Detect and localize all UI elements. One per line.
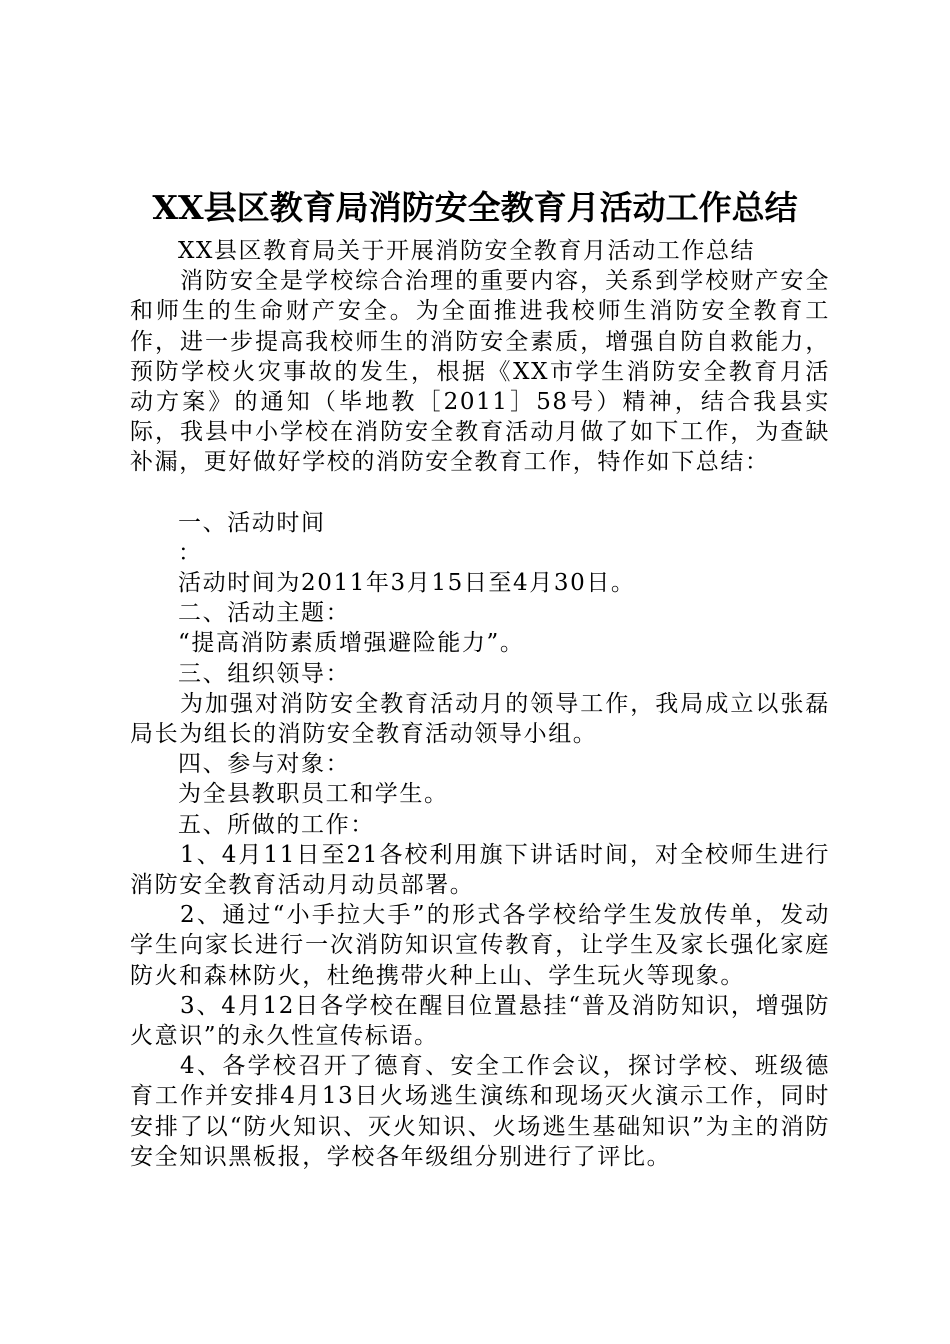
section-5-item-2: 2、通过“小手拉大手”的形式各学校给学生发放传单，发动学生向家长进行一次消防知识宣传教育，让学生及家长强化家庭防火和森林防火，杜绝携带火种上山、学生玩火等现象。 — [130, 902, 830, 989]
section-3-heading: 三、组织领导： — [178, 660, 351, 687]
intro-paragraph: 消防安全是学校综合治理的重要内容，关系到学校财产安全和师生的生命财产安全。为全面推进我校师生消防安全教育工作，进一步提高我校师生的消防安全素质，增强自防自救能力，预防学校火灾事故的发生，根据《XX市学生消防安全教育月活动方案》的通知（毕地教［2011］58号）精神，结合我县实际，我县中小学校在消防安全教育活动月做了如下工作，为查缺补漏，更好做好学校的消防安全教育工作，特作如下总结： — [130, 268, 830, 476]
section-5-item-3: 3、4月12日各学校在醒目位置悬挂“普及消防知识，增强防火意识”的永久性宣传标语。 — [130, 992, 830, 1050]
section-2-heading: 二、活动主题： — [178, 600, 351, 627]
section-4-text: 为全县教职员工和学生。 — [178, 781, 449, 808]
section-5-item-1: 1、4月11日至21各校利用旗下讲话时间，对全校师生进行消防安全教育活动月动员部署。 — [130, 841, 830, 899]
section-4-heading: 四、参与对象： — [178, 751, 351, 778]
section-3-text: 为加强对消防安全教育活动月的领导工作，我局成立以张磊局长为组长的消防安全教育活动领导小组。 — [130, 690, 830, 748]
section-1-text: 活动时间为2011年3月15日至4月30日。 — [178, 570, 636, 597]
section-2-text: “提高消防素质增强避险能力”。 — [178, 630, 525, 657]
subtitle-line: XX县区教育局关于开展消防安全教育月活动工作总结 — [178, 238, 756, 264]
paragraph-gap — [130, 478, 830, 508]
document-title: XX县区教育局消防安全教育月活动工作总结 — [152, 188, 798, 227]
document-body — [130, 236, 830, 1172]
section-1-colon: ： — [178, 539, 203, 566]
section-5-heading: 五、所做的工作： — [178, 811, 375, 838]
section-1-heading: 一、活动时间 — [178, 509, 326, 536]
section-5-item-4: 4、各学校召开了德育、安全工作会议，探讨学校、班级德育工作并安排4月13日火场逃生演练和现场灭火演示工作，同时安排了以“防火知识、灭火知识、火场逃生基础知识”为主的消防安全知识黑板报，学校各年级组分别进行了评比。 — [130, 1053, 830, 1170]
